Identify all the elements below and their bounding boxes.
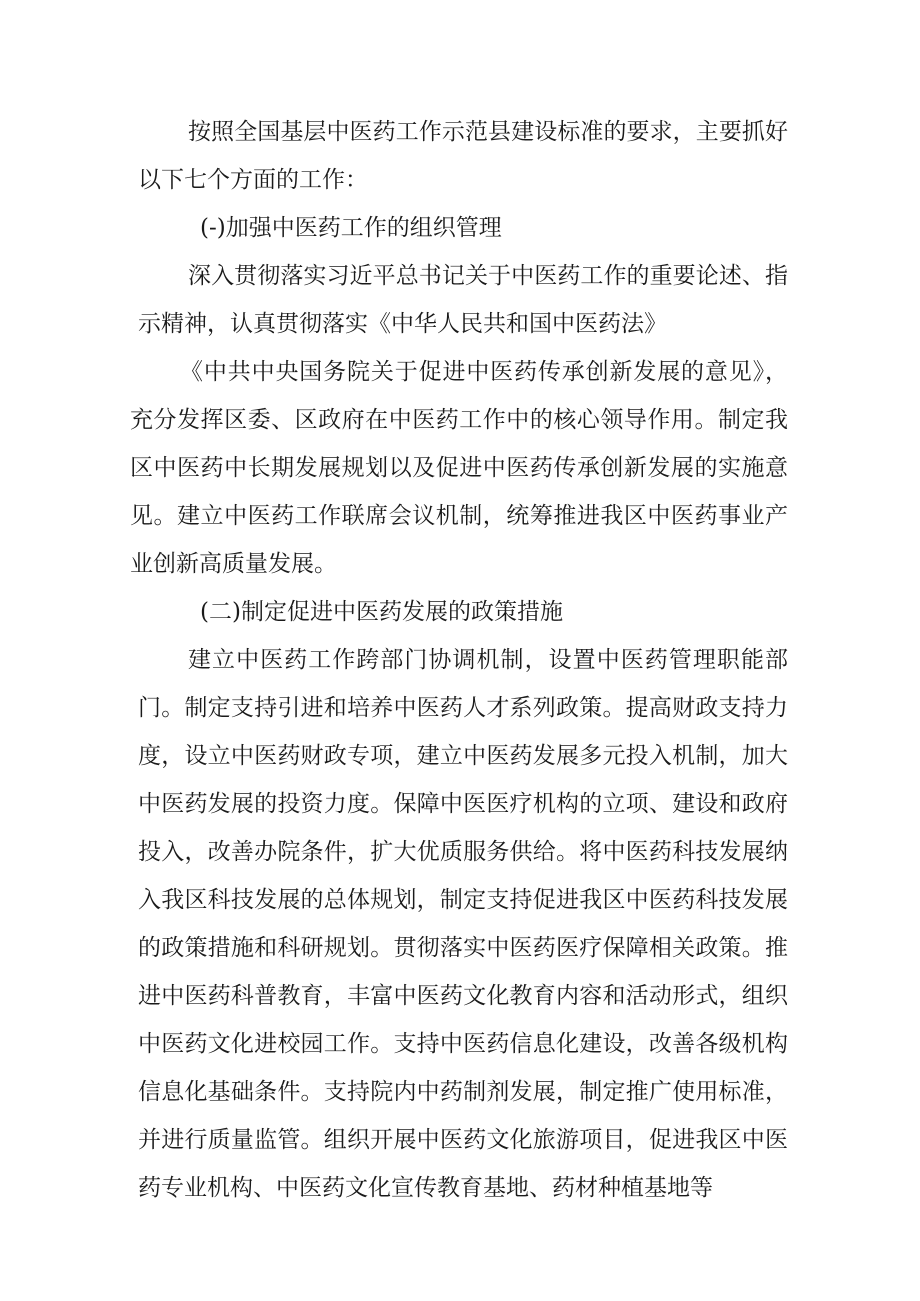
section-heading-2: (二)制定促进中医药发展的政策措施 bbox=[200, 599, 563, 625]
section-heading-1: (-)加强中医药工作的组织管理 bbox=[200, 215, 502, 241]
section-1-text-part2: 《中共中央国务院关于促进中医药传承创新发展的意见》，充分发挥区委、区政府在中医药工作中的核心领导作用。制定我区中医药中长期发展规划以及促进中医药传承创新发展的实施意见。建立中医药工作联席会议机制，统筹推进我区中医药事业产业创新高质量发展。 bbox=[130, 359, 788, 577]
document-body bbox=[130, 108, 788, 1212]
intro-paragraph: 按照全国基层中医药工作示范县建设标准的要求，主要抓好以下七个方面的工作： bbox=[138, 119, 788, 193]
section-2-paragraph: 建立中医药工作跨部门协调机制，设置中医药管理职能部门。制定支持引进和培养中医药人才系列政策。提高财政支持力度，设立中医药财政专项，建立中医药发展多元投入机制，加大中医药发展的投资力度。保障中医医疗机构的立项、建设和政府投入，改善办院条件，扩大优质服务供给。将中医药科技发展纳入我区科技发展的总体规划，制定支持促进我区中医药科技发展的政策措施和科研规划。贯彻落实中医药医疗保障相关政策。推进中医药科普教育，丰富中医药文化教育内容和活动形式，组织中医药文化进校园工作。支持中医药信息化建设，改善各级机构信息化基础条件。支持院内中药制剂发展，制定推广使用标准，并进行质量监管。组织开展中医药文化旅游项目，促进我区中医药专业机构、中医药文化宣传教育基地、药材种植基地等 bbox=[138, 647, 788, 1201]
section-1-text-part1: 深入贯彻落实习近平总书记关于中医药工作的重要论述、指示精神，认真贯彻落实《中华人民共和国中医药法》 bbox=[138, 263, 788, 337]
section-1-paragraph bbox=[130, 252, 788, 588]
